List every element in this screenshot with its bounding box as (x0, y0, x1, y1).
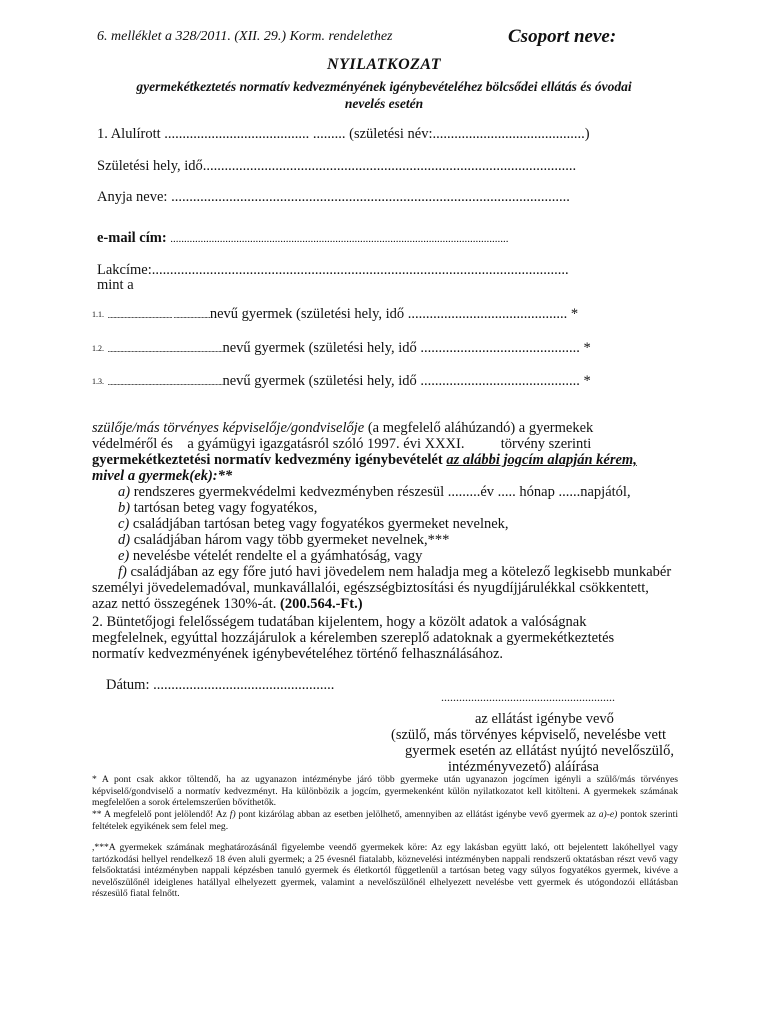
declaration-line-2: megfelelnek, egyúttal hozzájárulok a kérelemben szereplő adatoknak a gyermekétkeztetés (92, 630, 615, 646)
option-letter: c) (118, 516, 130, 532)
option-text: rendszeres gyermekvédelmi kedvezményben részesül .........év ..... hónap ......napjától, (130, 484, 631, 500)
child-row-text: nevű gyermek (születési hely, idő ............................................ * (222, 373, 591, 389)
option-text: tartósan beteg vagy fogyatékos, (130, 500, 318, 516)
group-name-label: Csoport neve: (508, 26, 617, 47)
child-number: 1.1. (92, 310, 104, 320)
birth-field[interactable]: Születési hely, idő....................................................................................................... (97, 158, 577, 174)
annex-reference: 6. melléklet a 328/2011. (XII. 29.) Korm. rendelethez (97, 29, 393, 44)
child-name-dots: .................................................................................. (107, 345, 223, 354)
body-line-1 (92, 420, 593, 437)
body-line-4: mivel a gyermek(ek):** (92, 468, 233, 484)
mother-name-field[interactable]: Anyja neve: .............................................................................................................. (97, 189, 570, 205)
signature-caption-4: intézményvezető) aláírása (448, 759, 599, 775)
body-text: azaz nettó összegének 130%-át. (92, 596, 277, 612)
date-field[interactable]: Dátum: .................................................. (106, 677, 335, 693)
option-letter: d) (118, 532, 131, 548)
option-c[interactable] (118, 516, 509, 533)
option-letter: a) (118, 484, 131, 500)
option-text: családjában tartósan beteg vagy fogyatékos gyermeket nevelnek, (129, 516, 509, 532)
child-row[interactable] (92, 340, 591, 357)
option-d[interactable] (118, 532, 449, 549)
option-text: családjában három vagy több gyermeket nevelnek,*** (130, 532, 450, 548)
option-letter: f) (118, 564, 127, 580)
footnote-text: ** A megfelelő pont jelölendő! Az (92, 809, 230, 820)
document-subtitle-line2: nevelés esetén (344, 96, 424, 111)
child-row-text: nevű gyermek (születési hely, idő ............................................ * (209, 306, 579, 322)
net-amount: (200.564.-Ft.) (276, 596, 363, 612)
email-label: e-mail cím: (97, 230, 167, 246)
signature-line[interactable]: .......................................................... (441, 690, 615, 704)
footnote-italic: a)-e) (598, 809, 618, 820)
footnote-triple-star: ,***A gyermekek számának meghatározásánál figyelembe veendő gyermekek köre: Az egy lakásban együtt lakó, ott bejelentett lakóhellyel vagy tartózkodási hellyel rendelkező 18 éven aluli gyermek; a 25 évesnél fiatalabb, köznevelési intézményben nappali rendszerű oktatásban részt vevő vagy felsőoktatási intézményben nappali képzésben tanuló gyermek és életkortól függetlenül a tartósan beteg vagy súlyos fogyatékos gyermek, kivéve a nevelőszülőnél ideiglenes hatállyal elhelyezett gyermek, valamint a nevelőszülőnél elhelyezett nevelésbe vett gyermek és utógondozói ellátásban részesülő fiatal felnőtt. (92, 842, 678, 900)
option-e[interactable] (118, 548, 422, 565)
option-letter: e) (118, 548, 130, 564)
declaration-line-1: 2. Büntetőjogi felelősségem tudatában kijelentem, hogy a közölt adatok a valóságnak (92, 614, 587, 630)
child-number: 1.2. (92, 344, 104, 354)
option-f[interactable] (118, 564, 671, 581)
child-row[interactable] (92, 373, 591, 390)
email-dots: ........................................................................................................................... (170, 233, 509, 245)
option-letter: b) (118, 500, 131, 516)
child-row-text: nevű gyermek (születési hely, idő ............................................ * (222, 340, 591, 356)
document-title: NYILATKOZAT (327, 56, 441, 73)
option-a[interactable] (118, 484, 631, 501)
body-text: (a megfelelő aláhúzandó) a gyermekek (364, 420, 594, 436)
document-subtitle-line1: gyermekétkeztetés normatív kedvezményének igénybevételéhez bölcsődei ellátás és óvodai (136, 79, 632, 94)
footnote-single-star: * A pont csak akkor töltendő, ha az ugyanazon intézménybe járó több gyermeke után ugyanazon jogcímen igényli a szülő/más törvényes képviselő/gondviselő a normatív kedvezményt. Ha különbözik a jogcím, gyermekenként külön nyilatkozatot kell kitölteni. A gyermekek számának megfelelően a sorok értelemszerűen bővíthetők. (92, 774, 678, 809)
address-field[interactable]: Lakcíme:................................................................................................................... (97, 262, 569, 278)
signature-caption-2: (szülő, más törvényes képviselő, nevelésbe vett (391, 727, 667, 743)
footnote-text: pontok szerinti feltételek egyikének sem felel meg. (92, 809, 679, 832)
option-text: családjában az egy főre jutó havi jövedelem nem haladja meg a kötelező legkisebb munkabér (126, 564, 672, 580)
body-line-2: védelméről és a gyámügyi igazgatásról szóló 1997. évi XXXI. törvény szerinti (92, 436, 592, 452)
option-b[interactable] (118, 500, 317, 517)
signature-caption-3: gyermek esetén az ellátást nyújtó nevelőszülő, (405, 743, 674, 759)
declaration-line-3: normatív kedvezményének igénybevételéhez történő felhasználásához. (92, 646, 504, 662)
body-bold-text: gyermekétkeztetési normatív kedvezmény igénybevételét (92, 452, 447, 468)
mint-label: mint a (97, 277, 134, 293)
email-field[interactable] (97, 230, 509, 247)
option-text: nevelésbe vételét rendelte el a gyámhatóság, vagy (129, 548, 423, 564)
option-f-continued: személyi jövedelemadóval, munkavállalói, egészségbiztosítási és nyugdíjjárulékkal csökkentett, (92, 580, 649, 596)
body-line-3 (92, 452, 637, 469)
child-row[interactable] (92, 306, 578, 323)
signature-caption-1: az ellátást igénybe vevő (475, 711, 614, 727)
footnote-double-star (92, 809, 678, 832)
name-field[interactable]: 1. Alulírott ........................................ ......... (születési név:..........................................) (97, 126, 590, 142)
option-f-continued-2 (92, 596, 363, 613)
child-number: 1.3. (92, 377, 104, 387)
child-name-dots: .................................................................................. (107, 378, 223, 387)
body-underlined-text: az alábbi jogcím alapján kérem, (446, 452, 637, 468)
footnote-italic: f) (229, 809, 236, 820)
footnote-text: pont kizárólag abban az esetben jelölhető, amennyiben az ellátást igénybe vevő gyermek az (235, 809, 599, 820)
guardian-options: szülője/más törvényes képviselője/gondviselője (92, 420, 365, 436)
child-name-dots: .............................................. .......................... (107, 311, 210, 320)
